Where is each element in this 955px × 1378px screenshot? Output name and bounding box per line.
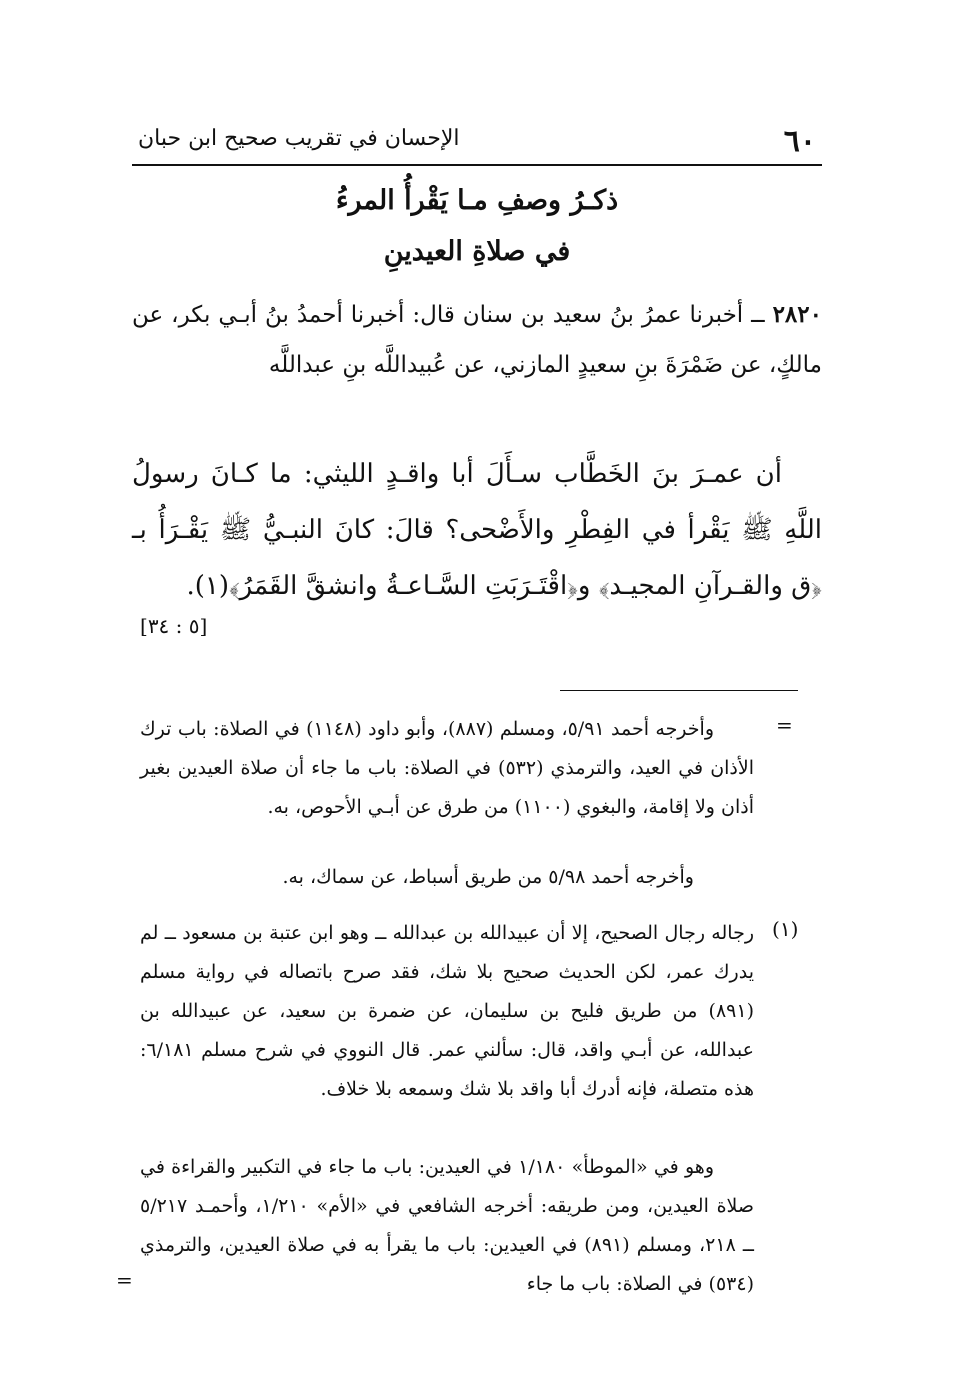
chapter-title-line-2: في صلاةِ العيدينِ <box>383 236 571 267</box>
footnote-1-text-2: وهو في «الموطأ» ١/١٨٠ في العيدين: باب ما جاء في التكبير والقراءة في صلاة العيدين، ومن طريقه: أخرجه الشافعي في «الأم» ١/٢١٠، وأحمـد ٥/٢١٧ ــ ٢١٨، ومسلم (٨٩١) في العيدين: باب ما يقرأ به في صلاة العيدين، والترمذي (٥٣٤) في الصلاة: باب ما جاء <box>140 1156 755 1295</box>
hadith-matn: أن عمـرَ بنَ الخَطَّاب سـأَلَ أبا واقـدٍ الليثي: ما كـانَ رسولُ اللَّهِ ﷺ يَقْرأ في الفِطْرِ والأَضْحى؟ قالَ: كانَ النبـيُّ ﷺ يَقْـرَأُ بـ ﴿ق والقـرآنِ المجيـد﴾ و﴿اقْتَـرَبَتِ السَّـاعـةُ وانشقَّ القَمَرُ﴾(١). <box>132 459 822 601</box>
footnote-1-text: رجاله رجال الصحيح، إلا أن عبيدالله بن عبدالله ــ وهو ابن عتبة بن مسعود ــ لم يدرك عمر، لكن الحديث صحيح بلا شك، فقد صرح باتصاله في رواية مسلم (٨٩١) من طريق فليح بن سليمان، عن ضمرة بن سعيد، عن عبيدالله بن عبدالله، عن أبـي واقد، قال: سألني عمر. قال النووي في شرح مسلم ٦/١٨١: هذه متصلة، فإنه أدرك أبا واقد بلا شك وسمعه بلا خلاف. <box>140 922 754 1100</box>
footnote-separator <box>560 690 798 691</box>
chapter-title-line-1: ذكـرُ وصفِ مـا يَقْرأُ المرءُ <box>335 185 619 216</box>
continuation-marker-top: = <box>776 713 793 737</box>
hadith-number: ٢٨٢٠ <box>772 301 822 328</box>
hadith-isnad <box>132 290 822 390</box>
isnad-text: ــ أخبرنا عمرُ بنُ سعيد بن سنان قال: أخبرنا أحمدُ بنُ أبـي بكر، عن مالكٍ، عن ضَمْرَةَ بنِ سعيدٍ المازني، عن عُبيداللَّه بنِ عبداللَّه <box>132 302 822 378</box>
volume-reference: [٥ : ٣٤] <box>140 614 208 638</box>
footnote-continuation-2: وأخرجه أحمد ٥/٩٨ من طريق أسباط، عن سماك، به. <box>282 866 694 888</box>
continuation-marker-bottom: = <box>116 1268 133 1292</box>
page-header <box>132 118 822 166</box>
page-number: ٦٠ <box>783 124 816 159</box>
running-title: الإحسان في تقريب صحيح ابن حبان <box>138 126 460 151</box>
footnote-continuation-1: وأخرجه أحمد ٥/٩١، ومسلم (٨٨٧)، وأبو داود (١١٤٨) في الصلاة: باب ترك الأذان في العيد، والترمذي (٥٣٢) في الصلاة: باب ما جاء أن صلاة العيدين بغير أذان ولا إقامة، والبغوي (١١٠٠) من طرق عن أبـي الأحوص، به. <box>140 718 754 818</box>
footnote-1-marker: (١) <box>772 917 799 941</box>
